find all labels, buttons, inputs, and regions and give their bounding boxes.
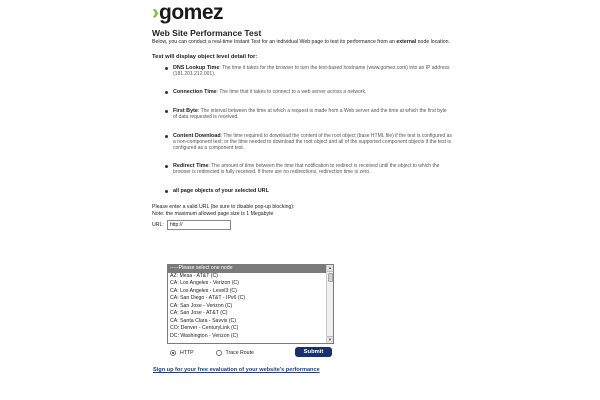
- detail-item-first-byte: [152, 108, 452, 121]
- radio-trace-route-option[interactable]: [216, 350, 254, 356]
- detail-item-dns-lookup: [152, 65, 452, 78]
- bullet-icon: [165, 67, 168, 70]
- submit-button[interactable]: Submit: [295, 347, 332, 357]
- node-option[interactable]: CA: San Diego - AT&T - IPv6 (C): [170, 295, 246, 301]
- detail-term: all page objects of your selected URL: [173, 187, 269, 194]
- scroll-up-arrow-icon[interactable]: ▲: [328, 265, 332, 270]
- detail-term: Content Download: [173, 132, 221, 139]
- url-prompt-line1: Please enter a valid URL (be sure to disable pop-up blocking):: [152, 204, 295, 211]
- radio-trace-route-label: Trace Route: [225, 350, 254, 356]
- page-title: Web Site Performance Test: [152, 28, 262, 38]
- node-option[interactable]: CA: Los Angeles - Level3 (C): [170, 287, 237, 294]
- main-content: [152, 28, 452, 230]
- detail-item-connection-time: [152, 89, 452, 95]
- url-label: URL:: [152, 221, 164, 228]
- url-input[interactable]: [167, 220, 231, 230]
- section-heading: Test will display object level detail for:: [152, 53, 258, 60]
- intro-text: [152, 39, 452, 46]
- detail-list: [152, 65, 452, 194]
- detail-desc: : The amount of time between the time that notification to redirect is received until the object to which the browser is redirected is fully received. If there are no redirections, redirection time is zero.: [173, 162, 440, 176]
- scroll-down-arrow-icon[interactable]: ▼: [328, 337, 332, 342]
- detail-item-redirect-time: [152, 163, 452, 176]
- bullet-icon: [165, 190, 168, 193]
- url-prompt-line2: Note: the maximum allowed page size is 1 Megabyte: [152, 211, 274, 218]
- node-list-scrollbar[interactable]: [326, 265, 333, 343]
- detail-desc: : The time that it takes to connect to a web server across a network.: [216, 89, 367, 96]
- bullet-icon: [165, 91, 168, 94]
- detail-term: DNS Lookup Time: [173, 64, 220, 71]
- node-option[interactable]: CO: Denver - CenturyLink (C): [170, 325, 239, 331]
- intro-text-part1: Below, you can conduct a real-time Instant Test for an individual Web page to test its performance from an: [152, 39, 397, 45]
- detail-term: Redirect Time: [173, 162, 209, 169]
- node-option[interactable]: -----Please select one node: [168, 265, 326, 273]
- node-option[interactable]: DC: Washington - Verizon (C): [170, 332, 239, 339]
- node-option[interactable]: CA: San Jose - Verizon (C): [170, 302, 233, 309]
- intro-text-bold: external: [396, 39, 417, 45]
- radio-trace-route[interactable]: [216, 350, 222, 356]
- detail-item-content-download: [152, 133, 452, 152]
- url-row: [152, 219, 452, 230]
- bullet-icon: [165, 135, 168, 138]
- intro-text-part2: node location.: [416, 39, 450, 45]
- detail-item-all-page-objects: [152, 188, 452, 194]
- url-prompt: [152, 204, 452, 218]
- bullet-icon: [165, 165, 168, 168]
- logo-chevron-icon: ›: [152, 1, 159, 24]
- node-option[interactable]: CA: San Jose - AT&T (C): [170, 310, 228, 316]
- node-options: [168, 265, 333, 340]
- node-option[interactable]: CA: Santa Clara - Savvis (C): [170, 317, 237, 324]
- detail-term: Connection Time: [173, 89, 217, 96]
- gomez-logo: [152, 2, 223, 24]
- signup-link[interactable]: Sign up for your free evaluation of your website's performance: [153, 367, 320, 373]
- detail-desc: : The time it takes for the browser to turn the text-based hostname (www.gomez.com) into an IP address (181.201.212.001).: [173, 64, 450, 77]
- logo-text: gomez: [159, 1, 224, 24]
- radio-http[interactable]: [170, 350, 176, 356]
- scroll-thumb[interactable]: [328, 273, 333, 282]
- radio-http-option[interactable]: [170, 350, 194, 356]
- detail-desc: : The interval between the time at which a request is made from a Web server and the time at which the first byte of data requested is received.: [173, 107, 447, 121]
- node-option[interactable]: CA: Los Angeles - Verizon (C): [170, 280, 239, 286]
- node-select-list[interactable]: [167, 264, 334, 344]
- bullet-icon: [165, 110, 168, 113]
- node-option[interactable]: AZ: Mesa - AT&T (C): [170, 272, 218, 279]
- detail-term: First Byte: [173, 107, 198, 114]
- radio-http-label: HTTP: [180, 350, 194, 356]
- detail-desc: : The time required to download the content of the root object (base HTML file) if the test is configured as a non-component test; or the time needed to download the root object and all of the supported component objects if the test is configured as a component test.: [173, 132, 452, 152]
